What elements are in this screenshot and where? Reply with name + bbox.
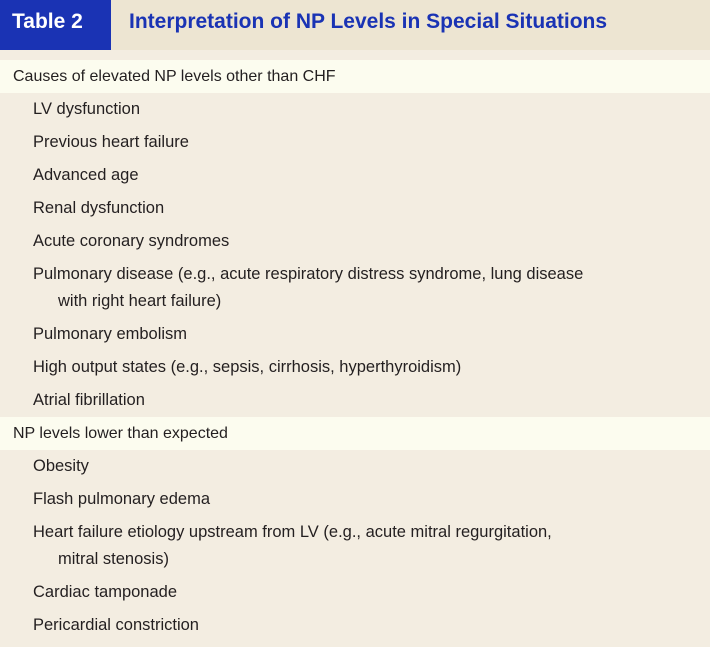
list-item-text: LV dysfunction xyxy=(33,100,141,118)
list-item xyxy=(0,126,710,159)
list-item xyxy=(0,258,710,318)
table-header xyxy=(0,0,710,50)
list-item xyxy=(0,483,710,516)
list-item xyxy=(0,384,710,417)
list-item-text: Advanced age xyxy=(33,166,139,184)
list-item xyxy=(0,609,710,642)
list-item xyxy=(0,351,710,384)
table-number-label: Table 2 xyxy=(0,0,111,50)
section-heading-lower: NP levels lower than expected xyxy=(0,417,710,450)
section-heading-elevated: Causes of elevated NP levels other than CHF xyxy=(0,60,710,93)
list-item xyxy=(0,516,710,576)
list-item xyxy=(0,159,710,192)
list-item xyxy=(0,192,710,225)
list-item-text: Obesity xyxy=(33,457,89,475)
list-item-text: Acute coronary syndromes xyxy=(33,232,230,250)
list-item-text: Previous heart failure xyxy=(33,133,189,151)
list-item xyxy=(0,450,710,483)
table-body xyxy=(0,60,710,642)
list-item-text: Atrial fibrillation xyxy=(33,391,145,409)
table-title: Interpretation of NP Levels in Special Situations xyxy=(129,10,608,33)
list-item-text: High output states (e.g., sepsis, cirrhosis, hyperthyroidism) xyxy=(33,358,462,376)
list-item-text: Flash pulmonary edema xyxy=(33,490,211,508)
list-item-text: Heart failure etiology upstream from LV (e.g., acute mitral regurgitation, xyxy=(33,523,552,541)
list-item xyxy=(0,318,710,351)
list-item xyxy=(0,576,710,609)
list-item xyxy=(0,93,710,126)
list-item-text-continued: with right heart failure) xyxy=(58,292,222,310)
list-item xyxy=(0,225,710,258)
list-item-text: Pulmonary embolism xyxy=(33,325,188,343)
list-item-text: Cardiac tamponade xyxy=(33,583,178,601)
list-item-text: Pulmonary disease (e.g., acute respiratory distress syndrome, lung disease xyxy=(33,265,584,283)
list-item-text: Pericardial constriction xyxy=(33,616,199,634)
list-item-text: Renal dysfunction xyxy=(33,199,165,217)
list-item-text-continued: mitral stenosis) xyxy=(58,550,169,568)
